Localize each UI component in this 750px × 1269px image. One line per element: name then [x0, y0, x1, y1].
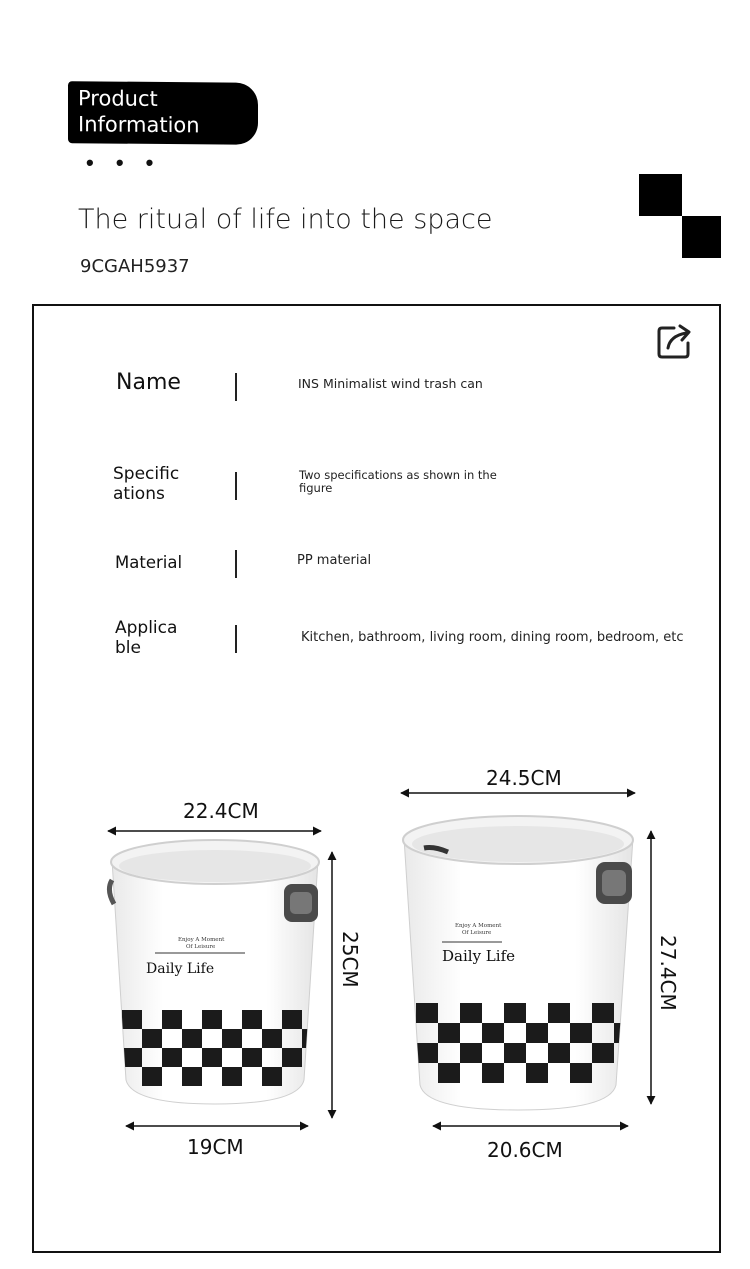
small-can-slogan: Daily Life: [146, 961, 215, 977]
badge-line-1: Product: [78, 86, 158, 111]
small-can-top-width: 22.4CM: [183, 799, 259, 823]
spec-divider: [235, 625, 237, 653]
large-can-slogan: Daily Life: [442, 947, 515, 965]
decorative-dots: • • •: [86, 150, 162, 175]
spec-label-name: Name: [116, 370, 181, 395]
spec-value-name: INS Minimalist wind trash can: [298, 376, 483, 391]
page-headline: The ritual of life into the space: [78, 204, 493, 235]
share-icon[interactable]: [656, 322, 694, 360]
spec-divider: [235, 373, 237, 401]
product-code: 9CGAH5937: [80, 256, 190, 277]
large-can-tagline-1: Enjoy A Moment: [455, 923, 502, 929]
spec-value-applicable: Kitchen, bathroom, living room, dining room, bedroom, etc: [301, 630, 684, 645]
small-can-bottom-width: 19CM: [187, 1135, 244, 1159]
spec-label-material: Material: [115, 553, 183, 572]
small-trash-can: [109, 840, 322, 1104]
spec-value-material: PP material: [297, 553, 372, 568]
large-trash-can: [403, 816, 636, 1110]
large-can-bottom-width: 20.6CM: [487, 1138, 563, 1162]
spec-divider: [235, 472, 237, 500]
spec-value-specifications: Two specifications as shown in the figure: [299, 468, 497, 495]
trash-can-illustration: [0, 740, 750, 1170]
spec-divider: [235, 550, 237, 578]
spec-label-specifications: Specific ations: [113, 464, 180, 504]
spec-label-applicable: Applica ble: [115, 618, 178, 658]
large-can-top-width: 24.5CM: [486, 766, 562, 790]
checker-logo: [639, 174, 721, 258]
small-can-tagline-1: Enjoy A Moment: [178, 937, 225, 943]
product-information-badge: [68, 81, 258, 145]
large-can-height: 27.4CM: [656, 935, 680, 1011]
badge-line-2: Information: [78, 112, 200, 138]
large-can-tagline-2: Of Leisure: [462, 930, 492, 936]
small-can-tagline-2: Of Leisure: [186, 944, 216, 950]
small-can-height: 25CM: [338, 931, 362, 988]
